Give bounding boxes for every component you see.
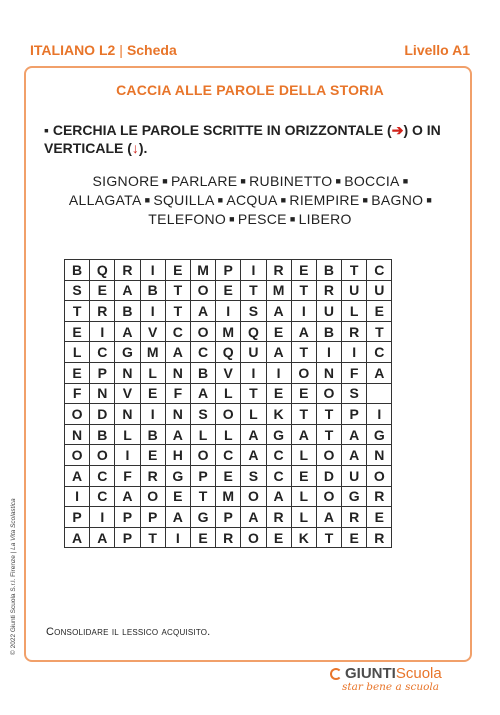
grid-cell[interactable]: S (65, 280, 90, 301)
separator-square-icon: ■ (144, 195, 151, 205)
grid-cell[interactable]: S (241, 465, 266, 486)
grid-cell[interactable]: A (291, 424, 316, 445)
grid-cell[interactable]: D (316, 465, 341, 486)
grid-cell[interactable]: L (291, 445, 316, 466)
grid-cell[interactable]: L (190, 424, 215, 445)
grid-cell[interactable]: A (266, 486, 291, 507)
grid-cell[interactable]: S (190, 404, 215, 425)
grid-cell[interactable]: E (367, 507, 392, 528)
grid-cell[interactable]: L (342, 301, 367, 322)
grid-cell[interactable]: I (316, 342, 341, 363)
grid-cell[interactable]: E (291, 260, 316, 281)
grid-cell[interactable]: R (367, 486, 392, 507)
grid-cell[interactable]: R (342, 321, 367, 342)
separator-square-icon: ■ (402, 176, 409, 186)
grid-cell[interactable]: C (90, 486, 115, 507)
word-list-line (40, 191, 460, 210)
grid-cell[interactable]: O (291, 362, 316, 383)
grid-cell[interactable]: E (266, 527, 291, 548)
word-item: ACQUA (226, 192, 278, 208)
grid-cell[interactable]: I (140, 404, 165, 425)
header-left (30, 42, 177, 58)
word-item: SQUILLA (153, 192, 215, 208)
grid-cell[interactable]: T (367, 321, 392, 342)
grid-cell[interactable]: U (316, 301, 341, 322)
separator-square-icon: ■ (426, 195, 433, 205)
word-item: PARLARE (170, 173, 238, 189)
grid-cell[interactable]: P (190, 465, 215, 486)
grid-cell[interactable]: M (216, 321, 241, 342)
grid-cell[interactable]: A (165, 424, 190, 445)
grid-row (65, 465, 392, 486)
grid-cell[interactable]: G (342, 486, 367, 507)
grid-cell[interactable]: E (216, 465, 241, 486)
word-item: ALLAGATA (68, 192, 142, 208)
grid-cell[interactable]: L (291, 486, 316, 507)
grid-cell[interactable]: I (241, 260, 266, 281)
grid-cell[interactable]: A (342, 445, 367, 466)
grid-cell[interactable]: A (266, 301, 291, 322)
grid-cell[interactable]: V (140, 321, 165, 342)
grid-cell[interactable]: I (216, 301, 241, 322)
grid-cell[interactable]: U (241, 342, 266, 363)
grid-cell[interactable]: A (190, 301, 215, 322)
grid-cell[interactable]: C (266, 445, 291, 466)
grid-cell[interactable]: T (291, 342, 316, 363)
grid-cell[interactable]: A (90, 527, 115, 548)
instruction-text-1: CERCHIA LE PAROLE SCRITTE IN ORIZZONTALE ( (52, 122, 392, 138)
grid-cell[interactable]: A (241, 445, 266, 466)
grid-cell[interactable]: E (291, 383, 316, 404)
instruction (44, 121, 464, 157)
grid-row (65, 280, 392, 301)
grid-cell[interactable]: O (316, 445, 341, 466)
grid-cell[interactable]: I (367, 404, 392, 425)
grid-row (65, 321, 392, 342)
grid-cell[interactable]: A (266, 342, 291, 363)
grid-cell[interactable]: L (115, 424, 140, 445)
separator-square-icon: ■ (362, 195, 369, 205)
grid-cell[interactable]: E (367, 301, 392, 322)
arrow-down-icon: ↓ (131, 140, 139, 156)
logo-brand (330, 665, 470, 682)
grid-cell[interactable]: C (90, 465, 115, 486)
grid-cell[interactable]: F (342, 362, 367, 383)
grid-cell[interactable]: O (65, 404, 90, 425)
grid-cell[interactable]: Q (241, 321, 266, 342)
grid-cell[interactable]: C (216, 445, 241, 466)
grid-cell[interactable]: K (266, 404, 291, 425)
grid-cell[interactable]: O (241, 486, 266, 507)
arrow-right-icon: ➔ (391, 122, 404, 138)
grid-cell[interactable]: O (216, 404, 241, 425)
grid-cell[interactable]: R (216, 527, 241, 548)
word-item: RUBINETTO (249, 173, 333, 189)
grid-row (65, 260, 392, 281)
word-item: BOCCIA (344, 173, 400, 189)
grid-cell[interactable]: C (266, 465, 291, 486)
grid-cell[interactable]: A (241, 424, 266, 445)
grid-cell[interactable]: L (241, 404, 266, 425)
grid-cell[interactable]: I (115, 445, 140, 466)
word-search-grid (64, 259, 392, 548)
grid-cell[interactable]: P (115, 527, 140, 548)
grid-cell[interactable]: B (140, 424, 165, 445)
grid-cell[interactable]: A (342, 424, 367, 445)
grid-cell[interactable]: P (216, 507, 241, 528)
separator-square-icon: ■ (289, 214, 296, 224)
grid-cell[interactable]: O (140, 486, 165, 507)
copyright-publication: La Vita Scolastica (10, 498, 17, 550)
grid-cell[interactable]: K (291, 527, 316, 548)
grid-cell[interactable]: I (140, 301, 165, 322)
grid-cell[interactable]: N (165, 362, 190, 383)
grid-cell[interactable]: G (115, 342, 140, 363)
grid-row (65, 527, 392, 548)
grid-row (65, 362, 392, 383)
grid-cell[interactable]: T (291, 404, 316, 425)
grid-cell[interactable]: G (266, 424, 291, 445)
grid-cell[interactable]: E (216, 280, 241, 301)
word-item: LIBERO (298, 211, 352, 227)
grid-cell[interactable]: B (190, 362, 215, 383)
grid-cell[interactable]: O (241, 527, 266, 548)
grid-cell[interactable]: P (90, 362, 115, 383)
separator-square-icon: ■ (240, 176, 247, 186)
bullet-icon: ▪ (44, 122, 49, 138)
grid-cell[interactable]: M (266, 280, 291, 301)
grid-cell[interactable]: O (65, 445, 90, 466)
grid-cell[interactable]: A (241, 507, 266, 528)
grid-row (65, 342, 392, 363)
grid-cell[interactable]: I (241, 362, 266, 383)
level-label: Livello A1 (404, 42, 470, 58)
grid-cell[interactable]: O (90, 445, 115, 466)
grid-cell[interactable]: T (291, 280, 316, 301)
grid-cell[interactable]: N (90, 383, 115, 404)
grid-cell[interactable]: O (367, 465, 392, 486)
grid-cell[interactable]: C (367, 342, 392, 363)
grid-cell[interactable]: P (115, 507, 140, 528)
grid-cell[interactable]: T (316, 404, 341, 425)
grid-cell[interactable]: N (316, 362, 341, 383)
grid-row (65, 424, 392, 445)
grid-cell[interactable]: V (216, 362, 241, 383)
grid-cell[interactable]: O (316, 486, 341, 507)
grid-cell[interactable]: Q (90, 260, 115, 281)
grid-cell[interactable]: A (115, 280, 140, 301)
grid-cell[interactable]: O (190, 321, 215, 342)
separator-square-icon: ■ (335, 176, 342, 186)
grid-cell[interactable]: O (190, 280, 215, 301)
grid-cell[interactable]: F (115, 465, 140, 486)
grid-cell[interactable]: A (115, 321, 140, 342)
logo-tagline: star bene a scuola (342, 681, 440, 693)
grid-cell[interactable]: A (165, 342, 190, 363)
grid-cell[interactable]: R (316, 280, 341, 301)
grid-cell[interactable]: N (115, 362, 140, 383)
grid-cell[interactable]: N (115, 404, 140, 425)
grid-cell[interactable]: H (165, 445, 190, 466)
grid-cell[interactable]: C (367, 260, 392, 281)
grid-cell[interactable]: T (65, 301, 90, 322)
instruction-text-2: ) O IN VERTICALE ( (44, 122, 441, 156)
grid-cell[interactable]: T (316, 527, 341, 548)
g-logo-icon (330, 668, 342, 680)
copyright-notice (10, 498, 18, 655)
grid-cell[interactable]: T (342, 260, 367, 281)
grid-cell[interactable]: M (190, 260, 215, 281)
grid-cell[interactable]: L (216, 383, 241, 404)
grid-cell[interactable]: G (190, 507, 215, 528)
grid-cell[interactable]: U (342, 465, 367, 486)
word-item: SIGNORE (92, 173, 160, 189)
grid-row (65, 383, 392, 404)
grid-cell[interactable]: T (165, 301, 190, 322)
grid-cell[interactable]: T (241, 383, 266, 404)
grid-cell[interactable]: L (65, 342, 90, 363)
grid-cell[interactable]: I (65, 486, 90, 507)
grid-cell[interactable]: I (291, 301, 316, 322)
grid-cell[interactable]: A (115, 486, 140, 507)
grid-cell[interactable]: P (342, 404, 367, 425)
page-header (30, 42, 470, 60)
word-item: PESCE (237, 211, 287, 227)
grid-cell[interactable]: N (165, 404, 190, 425)
grid-cell[interactable]: P (140, 507, 165, 528)
grid-cell[interactable]: B (140, 280, 165, 301)
grid-cell[interactable]: M (216, 486, 241, 507)
grid-cell[interactable]: E (165, 260, 190, 281)
grid-cell[interactable]: P (65, 507, 90, 528)
grid-cell[interactable]: E (266, 383, 291, 404)
grid-cell[interactable]: N (367, 445, 392, 466)
grid-cell[interactable]: I (165, 527, 190, 548)
grid-cell[interactable]: I (90, 321, 115, 342)
grid-row (65, 507, 392, 528)
word-list (40, 172, 460, 229)
grid-cell[interactable]: E (65, 321, 90, 342)
grid-cell[interactable]: L (216, 424, 241, 445)
separator-square-icon: ■ (162, 176, 168, 186)
grid-cell[interactable]: A (165, 507, 190, 528)
grid-cell[interactable]: G (367, 424, 392, 445)
separator-square-icon: ■ (280, 195, 287, 205)
grid-cell[interactable]: A (65, 527, 90, 548)
grid-cell[interactable]: B (316, 321, 341, 342)
grid-cell[interactable]: T (165, 280, 190, 301)
grid-cell[interactable]: D (90, 404, 115, 425)
word-item: RIEMPIRE (289, 192, 360, 208)
grid-cell[interactable]: E (342, 527, 367, 548)
grid-cell[interactable]: E (65, 362, 90, 383)
copyright-text: © 2022 Giunti Scuola S.r.l. Firenze | (10, 549, 17, 655)
publisher-logo (330, 665, 470, 693)
grid-row (65, 486, 392, 507)
word-item: BAGNO (371, 192, 424, 208)
grid-cell[interactable]: C (190, 342, 215, 363)
separator-square-icon: ■ (229, 214, 235, 224)
grid-cell[interactable]: O (190, 445, 215, 466)
grid-cell[interactable]: B (115, 301, 140, 322)
grid-cell[interactable]: U (342, 280, 367, 301)
grid-cell[interactable]: T (316, 424, 341, 445)
grid-cell[interactable]: A (367, 362, 392, 383)
grid-cell[interactable]: I (140, 260, 165, 281)
grid-cell[interactable]: Q (216, 342, 241, 363)
grid-cell[interactable]: T (190, 486, 215, 507)
subject-label: ITALIANO L2 (30, 42, 116, 58)
grid-cell[interactable]: R (115, 260, 140, 281)
grid-cell[interactable]: R (266, 260, 291, 281)
grid-cell[interactable]: I (342, 342, 367, 363)
grid-cell[interactable]: T (241, 280, 266, 301)
logo-brand-suffix: Scuola (395, 665, 442, 682)
grid-cell[interactable]: M (140, 342, 165, 363)
grid-cell[interactable]: A (291, 321, 316, 342)
instruction-text-3: ). (138, 140, 148, 156)
grid-row (65, 445, 392, 466)
word-list-line (40, 172, 460, 191)
grid-cell[interactable]: R (342, 507, 367, 528)
grid-cell[interactable]: R (90, 301, 115, 322)
grid-cell[interactable]: N (65, 424, 90, 445)
word-list-line (40, 210, 460, 229)
grid-cell[interactable] (367, 383, 392, 404)
grid-cell[interactable]: F (165, 383, 190, 404)
grid-cell[interactable]: S (342, 383, 367, 404)
page-title: CACCIA ALLE PAROLE DELLA STORIA (116, 82, 384, 98)
grid-cell[interactable]: E (266, 321, 291, 342)
grid-cell[interactable]: A (190, 383, 215, 404)
grid-cell[interactable]: E (140, 445, 165, 466)
grid-cell[interactable]: B (90, 424, 115, 445)
grid-cell[interactable]: E (140, 383, 165, 404)
header-separator: | (119, 42, 123, 58)
grid-cell[interactable]: R (266, 507, 291, 528)
objective-text: Consolidare il lessico acquisito. (46, 626, 211, 638)
grid-cell[interactable]: A (65, 465, 90, 486)
grid-cell[interactable]: U (367, 280, 392, 301)
grid-cell[interactable]: O (316, 383, 341, 404)
separator-square-icon: ■ (217, 195, 224, 205)
grid-cell[interactable]: I (266, 362, 291, 383)
grid-cell[interactable]: E (291, 465, 316, 486)
grid-row (65, 301, 392, 322)
grid-cell[interactable]: G (165, 465, 190, 486)
grid-cell[interactable]: R (367, 527, 392, 548)
grid-cell[interactable]: E (190, 527, 215, 548)
grid-cell[interactable]: S (241, 301, 266, 322)
grid-cell[interactable]: E (90, 280, 115, 301)
grid-cell[interactable]: V (115, 383, 140, 404)
grid-cell[interactable]: B (65, 260, 90, 281)
word-item: TELEFONO (148, 211, 227, 227)
grid-cell[interactable]: T (140, 527, 165, 548)
grid-cell[interactable]: R (140, 465, 165, 486)
grid-cell[interactable]: L (291, 507, 316, 528)
sheet-type-label: Scheda (126, 42, 177, 58)
grid-cell[interactable]: I (90, 507, 115, 528)
grid-cell[interactable]: P (216, 260, 241, 281)
grid-cell[interactable]: F (65, 383, 90, 404)
grid-cell[interactable]: L (140, 362, 165, 383)
grid-cell[interactable]: B (316, 260, 341, 281)
grid-cell[interactable]: C (165, 321, 190, 342)
grid-cell[interactable]: A (316, 507, 341, 528)
grid-row (65, 404, 392, 425)
logo-brand-name: GIUNTI (345, 665, 396, 682)
grid-cell[interactable]: E (165, 486, 190, 507)
grid-cell[interactable]: C (90, 342, 115, 363)
